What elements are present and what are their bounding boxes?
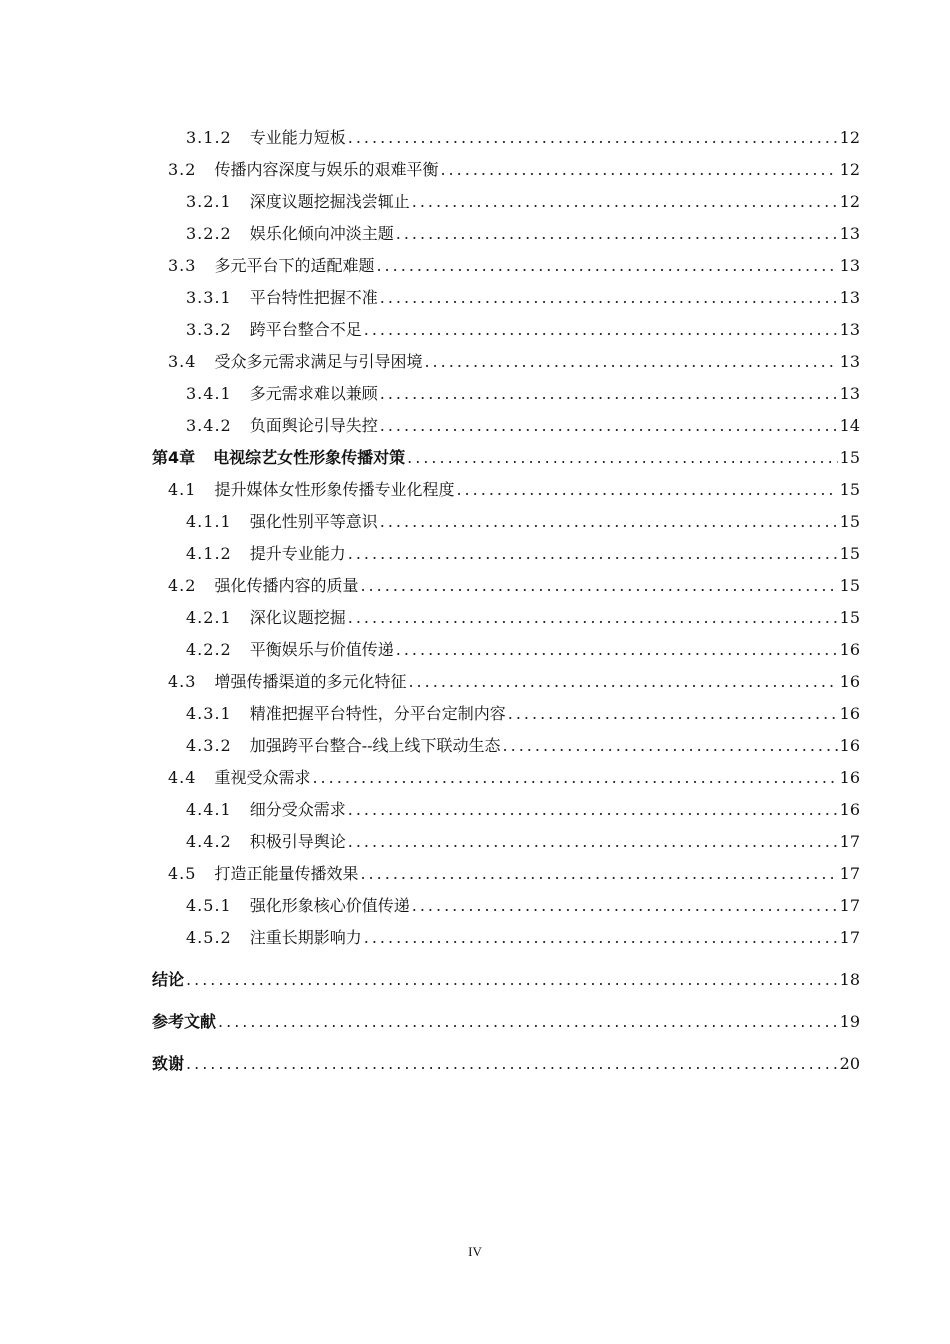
toc-entry-title: 精准把握平台特性，分平台定制内容 — [249, 704, 506, 723]
dot-leader — [312, 768, 837, 788]
toc-entry-title: 注重长期影响力 — [249, 928, 362, 947]
dot-leader — [360, 864, 837, 884]
dot-leader — [186, 1054, 838, 1074]
toc-entry-number: 4.3.2 — [186, 736, 232, 755]
toc-entry-title: 跨平台整合不足 — [249, 320, 362, 339]
toc-entry-number: 4.2.1 — [186, 608, 232, 627]
toc-entry-page: 13 — [839, 256, 860, 275]
toc-entry[interactable] — [152, 1032, 860, 1074]
dot-leader — [396, 224, 838, 244]
toc-entry-page: 16 — [839, 640, 860, 659]
toc-entry-title: 加强跨平台整合--线上线下联动生态 — [249, 736, 501, 755]
dot-leader — [376, 256, 837, 276]
toc-entry[interactable] — [152, 948, 860, 990]
toc-entry-title: 娱乐化倾向冲淡主题 — [249, 224, 394, 243]
dot-leader — [407, 448, 837, 468]
toc-entry[interactable] — [152, 116, 860, 148]
dot-leader — [456, 480, 837, 500]
toc-entry-number: 4.1 — [168, 480, 197, 499]
toc-entry-page: 13 — [839, 288, 860, 307]
toc-entry-page: 15 — [839, 512, 860, 531]
toc-entry[interactable] — [152, 564, 860, 596]
toc-entry[interactable] — [152, 500, 860, 532]
toc-entry-number: 第4章 — [152, 448, 196, 467]
toc-entry-page: 13 — [839, 224, 860, 243]
toc-entry[interactable] — [152, 756, 860, 788]
toc-entry-number: 3.2 — [168, 160, 197, 179]
toc-entry[interactable] — [152, 660, 860, 692]
toc-entry-number: 3.2.2 — [186, 224, 232, 243]
toc-entry-title: 提升专业能力 — [249, 544, 346, 563]
toc-entry-number: 4.1.1 — [186, 512, 232, 531]
toc-entry[interactable] — [152, 852, 860, 884]
toc-entry-page: 12 — [839, 128, 860, 147]
toc-entry-page: 16 — [839, 800, 860, 819]
toc-entry-page: 12 — [839, 160, 860, 179]
dot-leader — [503, 736, 838, 756]
dot-leader — [380, 288, 838, 308]
toc-entry-title: 专业能力短板 — [249, 128, 346, 147]
dot-leader — [424, 352, 837, 372]
dot-leader — [380, 416, 838, 436]
toc-entry-page: 20 — [839, 1054, 860, 1073]
table-of-contents — [0, 116, 950, 1074]
toc-entry-title: 强化性别平等意识 — [249, 512, 378, 531]
dot-leader — [364, 320, 838, 340]
dot-leader — [348, 832, 838, 852]
toc-entry[interactable] — [152, 276, 860, 308]
toc-entry-title: 积极引导舆论 — [249, 832, 346, 851]
toc-entry-number: 4.5 — [168, 864, 197, 883]
toc-entry[interactable] — [152, 692, 860, 724]
toc-entry[interactable] — [152, 436, 860, 468]
toc-entry[interactable] — [152, 244, 860, 276]
dot-leader — [348, 544, 838, 564]
page-number: IV — [468, 1244, 482, 1259]
dot-leader — [218, 1012, 838, 1032]
toc-entry-page: 16 — [839, 672, 860, 691]
toc-entry-page: 17 — [839, 832, 860, 851]
toc-entry-page: 19 — [839, 1012, 860, 1031]
toc-entry-title: 致谢 — [152, 1054, 185, 1073]
toc-entry-title: 多元平台下的适配难题 — [214, 256, 375, 275]
toc-entry-number: 4.1.2 — [186, 544, 232, 563]
toc-entry-number: 4.4.2 — [186, 832, 232, 851]
toc-entry-number: 3.4 — [168, 352, 197, 371]
toc-entry-page: 13 — [839, 384, 860, 403]
toc-entry-title: 结论 — [152, 970, 185, 989]
toc-entry[interactable] — [152, 628, 860, 660]
toc-entry[interactable] — [152, 148, 860, 180]
toc-entry-page: 15 — [839, 608, 860, 627]
toc-entry[interactable] — [152, 212, 860, 244]
toc-entry-title: 提升媒体女性形象传播专业化程度 — [214, 480, 455, 499]
toc-entry[interactable] — [152, 180, 860, 212]
toc-entry-title: 深化议题挖掘 — [249, 608, 346, 627]
toc-entry[interactable] — [152, 884, 860, 916]
toc-entry-title: 传播内容深度与娱乐的艰难平衡 — [214, 160, 439, 179]
dot-leader — [364, 928, 838, 948]
toc-entry[interactable] — [152, 724, 860, 756]
toc-entry-number: 4.3 — [168, 672, 197, 691]
toc-entry[interactable] — [152, 404, 860, 436]
toc-entry-page: 18 — [839, 970, 860, 989]
toc-entry[interactable] — [152, 820, 860, 852]
dot-leader — [348, 128, 838, 148]
toc-entry-title: 电视综艺女性形象传播对策 — [213, 448, 406, 467]
toc-entry-page: 14 — [839, 416, 860, 435]
toc-entry-page: 15 — [839, 480, 860, 499]
toc-entry-number: 3.4.1 — [186, 384, 232, 403]
dot-leader — [360, 576, 837, 596]
toc-entry[interactable] — [152, 990, 860, 1032]
dot-leader — [380, 512, 838, 532]
toc-entry-title: 强化形象核心价值传递 — [249, 896, 410, 915]
dot-leader — [186, 970, 838, 990]
toc-entry-page: 17 — [839, 896, 860, 915]
toc-entry-title: 平台特性把握不准 — [249, 288, 378, 307]
toc-entry-number: 4.4 — [168, 768, 197, 787]
toc-entry-page: 16 — [839, 736, 860, 755]
toc-entry-number: 4.2.2 — [186, 640, 232, 659]
toc-entry[interactable] — [152, 340, 860, 372]
dot-leader — [396, 640, 838, 660]
toc-entry-title: 深度议题挖掘浅尝辄止 — [249, 192, 410, 211]
toc-entry-page: 15 — [839, 576, 860, 595]
toc-entry[interactable] — [152, 468, 860, 500]
toc-entry-number: 3.1.2 — [186, 128, 232, 147]
toc-entry-number: 3.4.2 — [186, 416, 232, 435]
toc-entry[interactable] — [152, 596, 860, 628]
dot-leader — [380, 384, 838, 404]
toc-entry-title: 多元需求难以兼顾 — [249, 384, 378, 403]
toc-entry[interactable] — [152, 788, 860, 820]
toc-entry-number: 4.4.1 — [186, 800, 232, 819]
dot-leader — [348, 608, 838, 628]
toc-entry[interactable] — [152, 532, 860, 564]
toc-entry-title: 平衡娱乐与价值传递 — [249, 640, 394, 659]
toc-entry[interactable] — [152, 916, 860, 948]
toc-entry-title: 重视受众需求 — [214, 768, 311, 787]
toc-entry-title: 打造正能量传播效果 — [214, 864, 359, 883]
toc-entry-page: 17 — [839, 864, 860, 883]
toc-entry-title: 增强传播渠道的多元化特征 — [214, 672, 407, 691]
toc-entry-number: 3.3.1 — [186, 288, 232, 307]
toc-entry-page: 13 — [839, 320, 860, 339]
toc-entry-title: 参考文献 — [152, 1012, 217, 1031]
toc-entry[interactable] — [152, 308, 860, 340]
toc-entry-number: 4.5.1 — [186, 896, 232, 915]
toc-entry-page: 16 — [839, 704, 860, 723]
dot-leader — [348, 800, 838, 820]
toc-entry-number: 4.3.1 — [186, 704, 232, 723]
toc-entry-title: 细分受众需求 — [249, 800, 346, 819]
toc-entry-number: 4.2 — [168, 576, 197, 595]
toc-entry-title: 负面舆论引导失控 — [249, 416, 378, 435]
dot-leader — [440, 160, 837, 180]
toc-entry-number: 3.2.1 — [186, 192, 232, 211]
toc-entry-number: 3.3.2 — [186, 320, 232, 339]
toc-entry-title: 强化传播内容的质量 — [214, 576, 359, 595]
toc-entry-number: 3.3 — [168, 256, 197, 275]
toc-entry-page: 17 — [839, 928, 860, 947]
toc-entry-page: 12 — [839, 192, 860, 211]
toc-entry-number: 4.5.2 — [186, 928, 232, 947]
toc-entry-page: 13 — [839, 352, 860, 371]
dot-leader — [412, 896, 838, 916]
toc-entry-page: 15 — [839, 544, 860, 563]
dot-leader — [412, 192, 838, 212]
toc-entry[interactable] — [152, 372, 860, 404]
dot-leader — [408, 672, 837, 692]
dot-leader — [508, 704, 838, 724]
toc-entry-title: 受众多元需求满足与引导困境 — [214, 352, 423, 371]
toc-entry-page: 16 — [839, 768, 860, 787]
toc-entry-page: 15 — [839, 448, 860, 467]
